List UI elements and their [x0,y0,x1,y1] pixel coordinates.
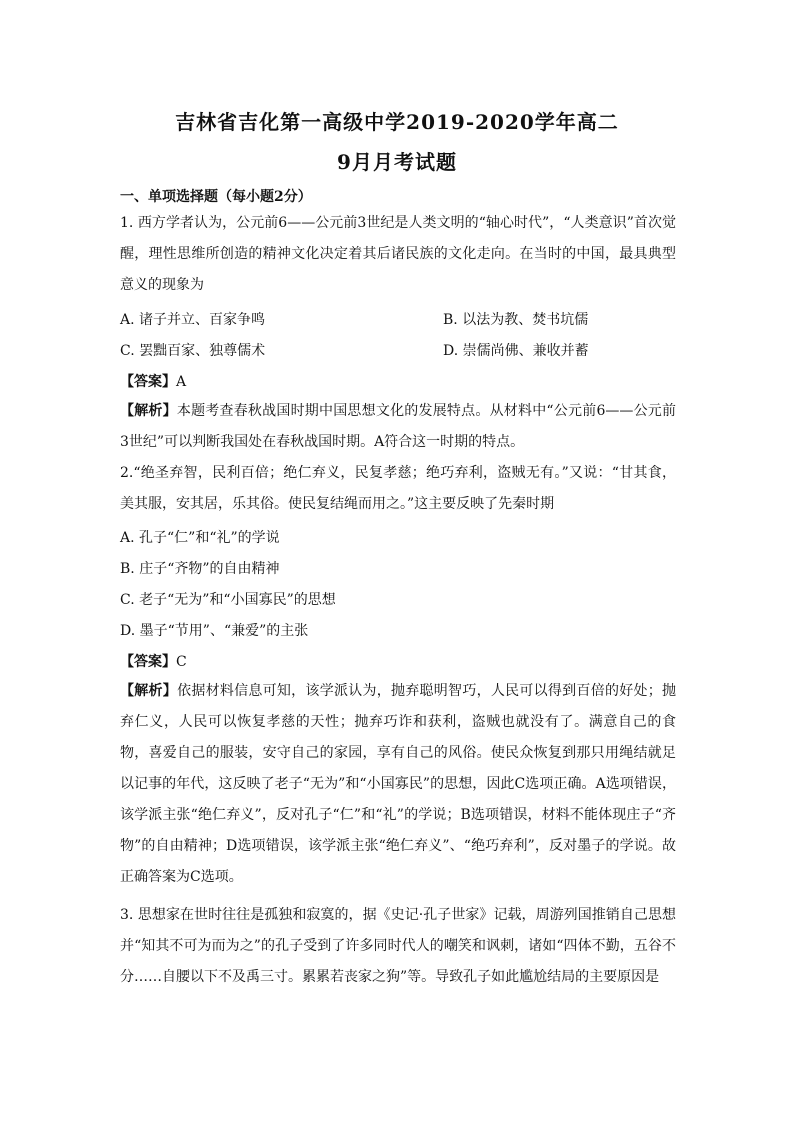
question-2-stem: 2.“绝圣弃智，民利百倍；绝仁弃义，民复孝慈；绝巧弃利，盗贼无有。”又说：“甘其食，美其服，安其居，乐其俗。使民复结绳而用之。”这主要反映了先秦时期 [120,465,676,512]
analysis-text: 本题考查春秋战国时期中国思想文化的发展特点。从材料中“公元前6——公元前3世纪”可以判断我国处在春秋战国时期。A符合这一时期的特点。 [120,403,677,450]
question-1-answer [120,372,186,392]
analysis-text: 依据材料信息可知，该学派认为，抛弃聪明智巧，人民可以得到百倍的好处；抛弃仁义，人民可以恢复孝慈的天性；抛弃巧诈和获利，盗贼也就没有了。满意自己的食物，喜爱自己的服装，安守自己的家园，享有自己的风俗。使民众恢复到那只用绳结就足以记事的年代，这反映了老子“无为”和“小国寡民”的思想，因此C选项正确。A选项错误，该学派主张“绝仁弃义”，反对孔子“仁”和“礼”的学说；B选项错误，材料不能体现庄子“齐物”的自由精神；D选项错误，该学派主张“绝仁弃义”、“绝巧弃利”，反对墨子的学说。故正确答案为C选项。 [120,683,677,885]
question-1-option-d: D. 崇儒尚佛、兼收并蓄 [443,343,589,359]
question-2-answer [120,652,187,672]
question-1-analysis [120,396,676,458]
question-1-stem: 1. 西方学者认为，公元前6——公元前3世纪是人类文明的“轴心时代”，“人类意识”首次觉醒，理性思维所创造的精神文化决定着其后诸民族的文化走向。在当时的中国，最具典型意义的现象为 [120,215,676,293]
analysis-label: 【解析】 [120,403,177,419]
question-2-option-d: D. 墨子“节用”、“兼爱”的主张 [120,623,309,639]
exam-title-line1: 吉林省吉化第一高级中学2019-2020学年高二 [175,110,619,134]
section-heading: 一、单项选择题（每小题2分） [120,189,312,205]
question-2-option-c: C. 老子“无为”和“小国寡民”的思想 [120,592,336,608]
answer-label: 【答案】 [120,654,176,670]
answer-value: A [176,374,187,390]
question-2-option-b: B. 庄子“齐物”的自由精神 [120,561,280,577]
question-3-stem: 3. 思想家在世时往往是孤独和寂寞的，据《史记·孔子世家》记载，周游列国推销自己思想并“知其不可为而为之”的孔子受到了许多同时代人的嘲笑和讽刺，诸如“四体不勤，五谷不分……自腰以下不及禹三寸。累累若丧家之狗”等。导致孔子如此尴尬结局的主要原因是 [120,907,676,985]
question-1-option-c: C. 罢黜百家、独尊儒术 [120,343,266,359]
analysis-label: 【解析】 [120,683,178,699]
question-2-option-a: A. 孔子“仁”和“礼”的学说 [120,530,280,546]
answer-label: 【答案】 [120,374,176,390]
exam-title-line2: 9月月考试题 [337,150,457,174]
answer-value: C [176,654,187,670]
question-1-option-a: A. 诸子并立、百家争鸣 [120,312,266,328]
question-2-analysis [120,676,676,893]
question-1-option-b: B. 以法为教、焚书坑儒 [443,312,589,328]
